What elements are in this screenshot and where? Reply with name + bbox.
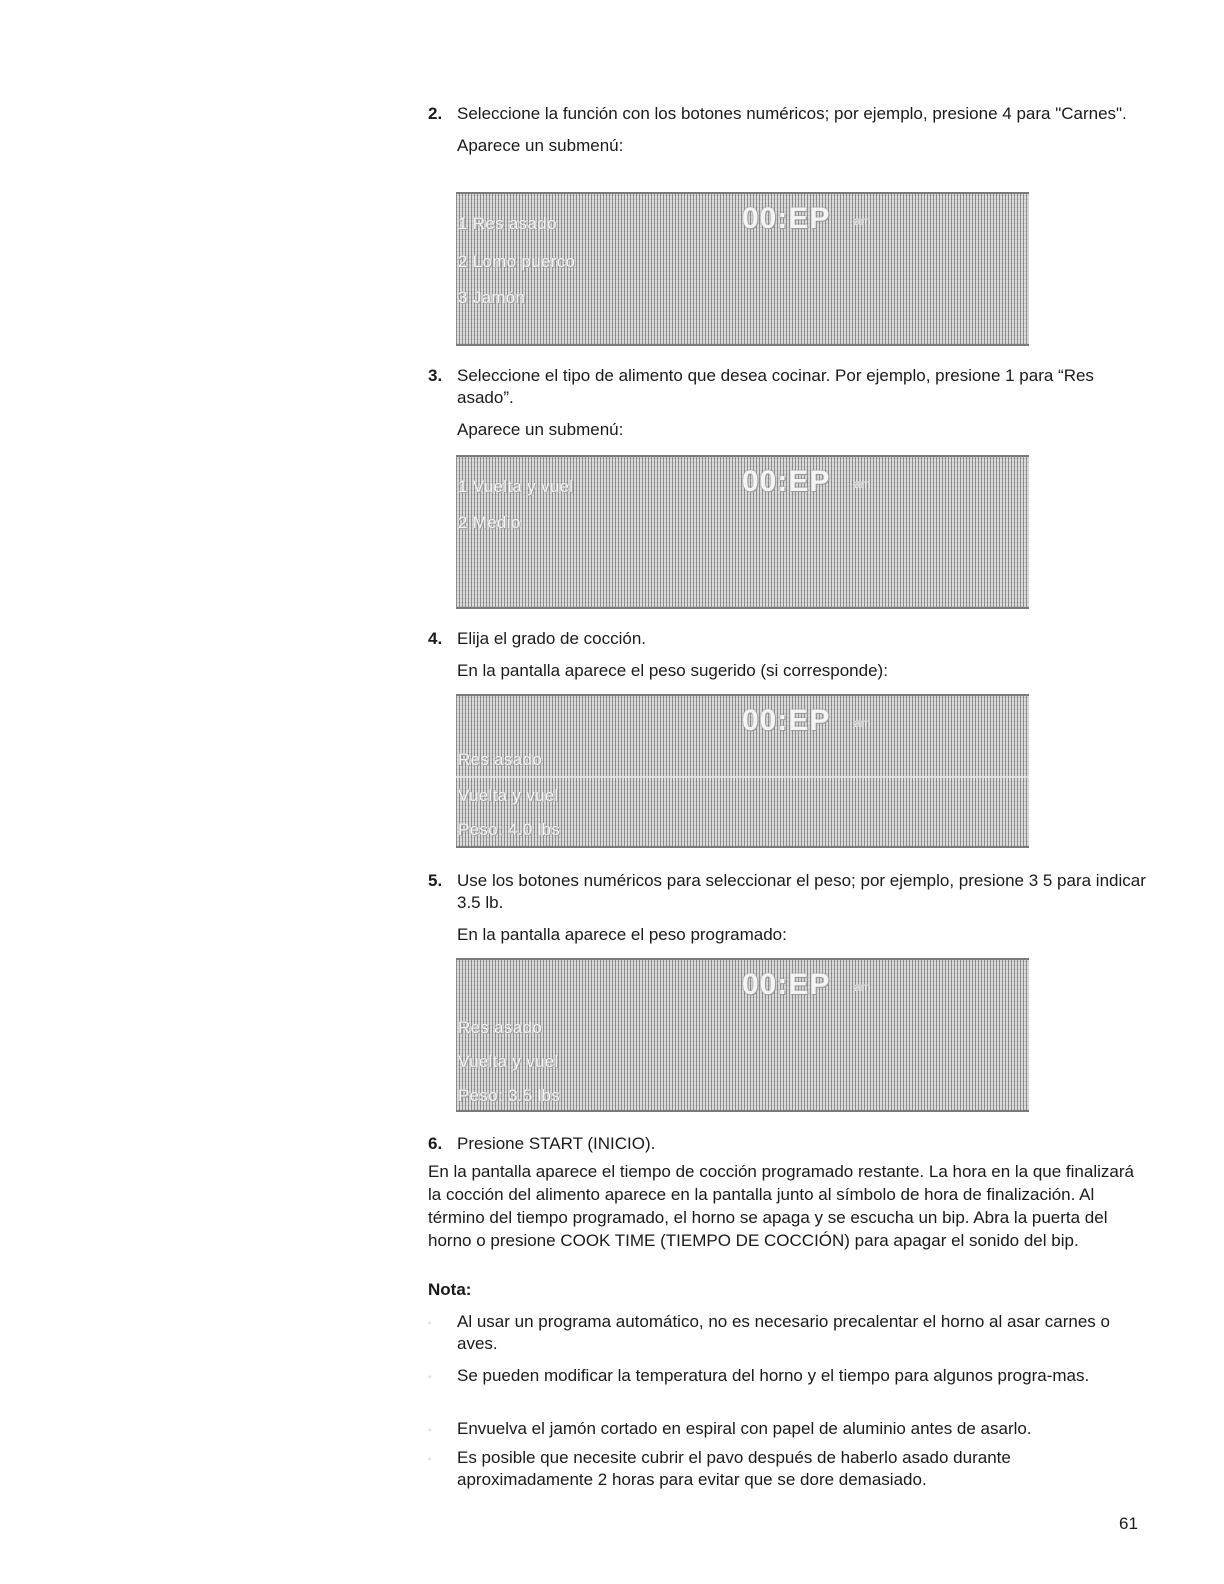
display-line: Vuelta y vuel (458, 1052, 559, 1071)
note-item-text: Al usar un programa automático, no es necesario precalentar el horno al asar carnes o aves. (457, 1312, 1110, 1353)
step-number: 4. (428, 629, 443, 648)
bullet-icon: ◦ (428, 1372, 432, 1383)
note-item (428, 1447, 1148, 1491)
display-line: Peso: 4.0 lbs (458, 820, 561, 839)
step-4 (428, 628, 1148, 682)
step-text: Use los botones numéricos para seleccionar el peso; por ejemplo, presione 3 5 para indicar 3.5 lb. (457, 871, 1146, 912)
step-subtext: En la pantalla aparece el peso programado: (457, 925, 787, 944)
display-line: 2 Lomo puerco (458, 252, 576, 271)
display-line: 1 Vuelta y vuel (458, 477, 574, 496)
step-number: 3. (428, 366, 443, 385)
step-number: 6. (428, 1134, 443, 1153)
step-text: Presione START (INICIO). (457, 1134, 656, 1153)
step-subtext: En la pantalla aparece el peso sugerido (si corresponde): (457, 661, 888, 680)
cooking-paragraph: En la pantalla aparece el tiempo de cocción programado restante. La hora en la que finalizará la cocción del alimento aparece en la pantalla junto al símbolo de hora de finalización. Al término del tiempo programado, el horno se apaga y se escucha un bip. Abra la puerta del horno o presione COOK TIME (TIEMPO DE COCCIÓN) para apagar el sonido del bip. (428, 1162, 1134, 1250)
display-ampm: am (854, 477, 871, 491)
step-2 (428, 103, 1148, 157)
step-text: Seleccione la función con los botones numéricos; por ejemplo, presione 4 para "Carnes". (457, 104, 1127, 123)
display-ampm: am (854, 716, 871, 730)
note-item (428, 1311, 1148, 1355)
display-line: 3 Jamón (458, 288, 526, 307)
display-ampm: am (854, 980, 871, 994)
note-item-text: Se pueden modificar la temperatura del horno y el tiempo para algunos progra-mas. (457, 1366, 1090, 1385)
step-6 (428, 1133, 1148, 1155)
step-3 (428, 365, 1148, 441)
bullet-icon: ◦ (428, 1454, 432, 1465)
oven-display-2 (456, 455, 1029, 609)
display-line: 1 Res asado (458, 214, 557, 233)
step-subtext: Aparece un submenú: (457, 136, 624, 155)
note-item (428, 1365, 1148, 1387)
step-text: Elija el grado de cocción. (457, 629, 647, 648)
note-item-text: Envuelva el jamón cortado en espiral con papel de aluminio antes de asarlo. (457, 1419, 1032, 1438)
display-clock: 00:EP (742, 704, 831, 737)
display-line: 2 Medio (458, 513, 521, 532)
note-title: Nota: (428, 1280, 472, 1299)
oven-display-1 (456, 192, 1029, 346)
display-line: Res asado (458, 750, 542, 769)
display-clock: 00:EP (742, 465, 831, 498)
oven-display-4 (456, 958, 1029, 1112)
step-number: 5. (428, 871, 443, 890)
bullet-icon: ◦ (428, 1318, 432, 1329)
display-divider (456, 776, 1029, 778)
oven-display-3 (456, 694, 1029, 848)
bullet-icon: ◦ (428, 1425, 432, 1436)
step-5 (428, 870, 1148, 946)
page-number: 61 (1119, 1514, 1138, 1533)
display-line: Res asado (458, 1018, 542, 1037)
step-text: Seleccione el tipo de alimento que desea cocinar. Por ejemplo, presione 1 para “Res asado”. (457, 366, 1094, 407)
display-line: Vuelta y vuel (458, 786, 559, 805)
step-subtext: Aparece un submenú: (457, 420, 624, 439)
step-number: 2. (428, 104, 443, 123)
note-item-text: Es posible que necesite cubrir el pavo después de haberlo asado durante aproximadamente 2 horas para evitar que se dore demasiado. (457, 1448, 1011, 1489)
display-clock: 00:EP (742, 202, 831, 235)
display-line: Peso: 3.5 lbs (458, 1086, 561, 1105)
display-ampm: am (854, 214, 871, 228)
display-clock: 00:EP (742, 968, 831, 1001)
note-item (428, 1418, 1148, 1440)
